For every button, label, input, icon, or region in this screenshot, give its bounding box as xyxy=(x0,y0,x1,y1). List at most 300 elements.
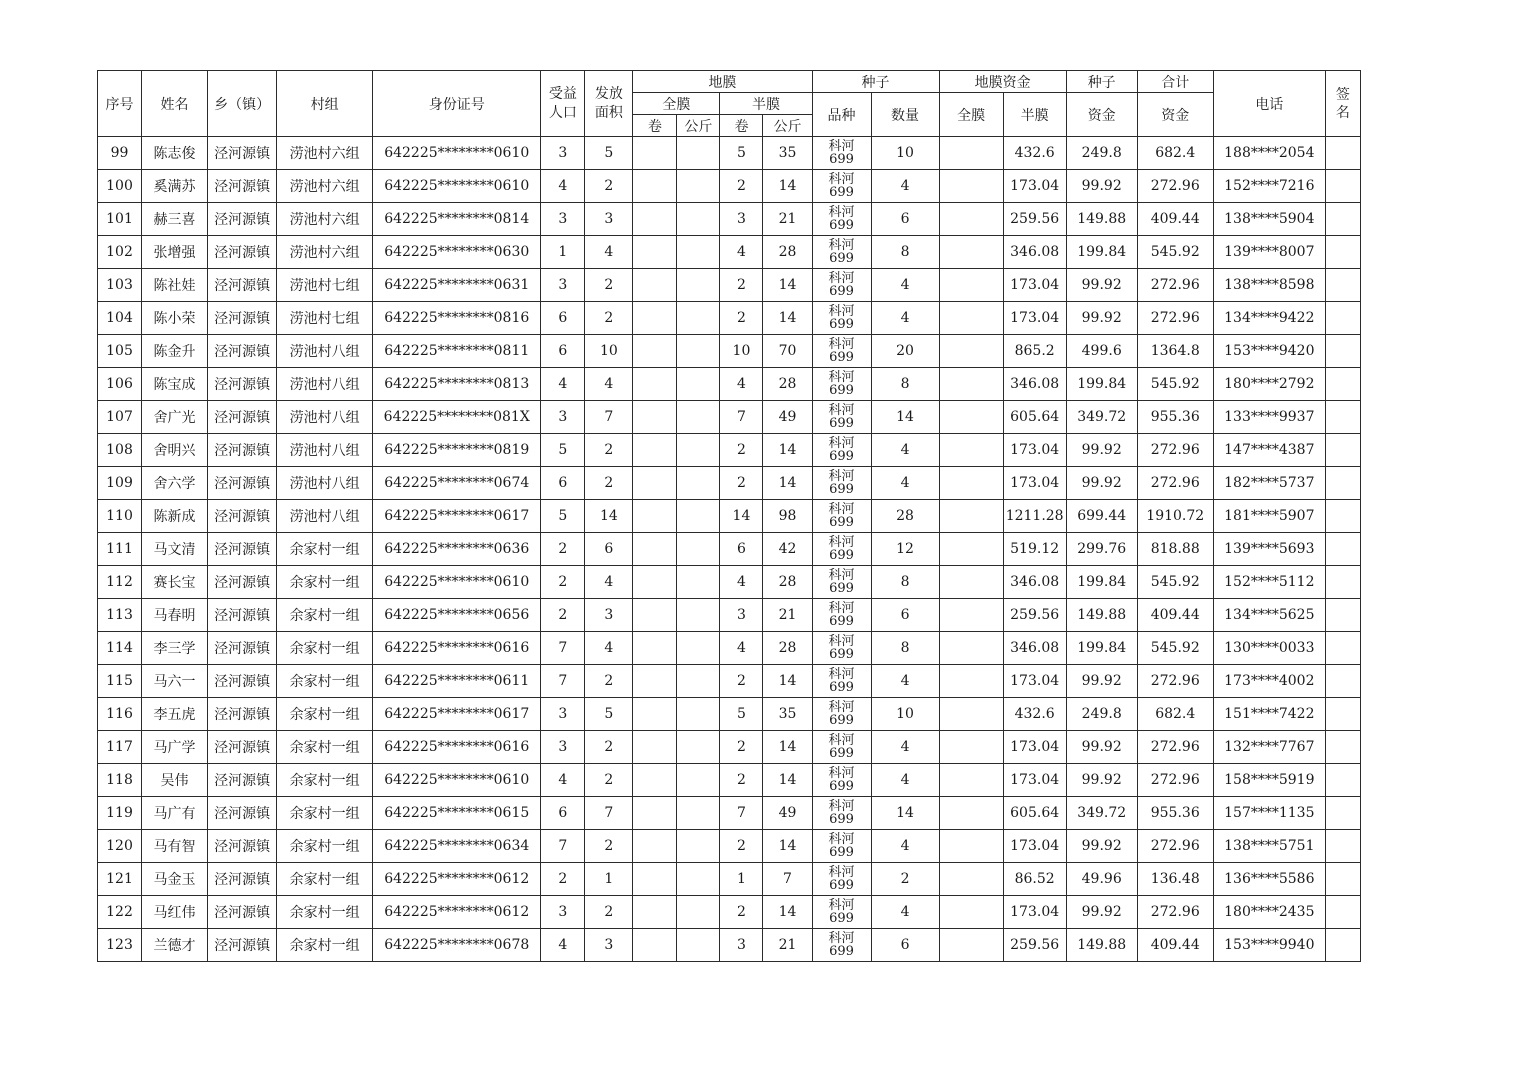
total-cell: 272.96 xyxy=(1137,731,1213,764)
table-row xyxy=(98,599,1361,632)
quantity-cell: 8 xyxy=(871,368,939,401)
distribution-ledger-table xyxy=(97,70,1361,962)
half-roll-cell: 4 xyxy=(720,632,763,665)
variety-line: 699 xyxy=(829,713,854,728)
quantity-cell: 4 xyxy=(871,764,939,797)
header-seed: 种子 xyxy=(812,71,939,93)
beneficiaries-cell: 4 xyxy=(541,170,585,203)
header-sign: 签 名 xyxy=(1325,71,1360,137)
village-cell: 余家村一组 xyxy=(277,830,373,863)
variety-line: 699 xyxy=(829,284,854,299)
area-cell: 1 xyxy=(585,863,633,896)
full-kg-cell xyxy=(677,731,720,764)
full-fund-cell xyxy=(939,335,1003,368)
beneficiaries-cell: 6 xyxy=(541,467,585,500)
beneficiaries-cell: 4 xyxy=(541,929,585,962)
id-cell: 642225********0617 xyxy=(373,698,541,731)
full-kg-cell xyxy=(677,203,720,236)
total-cell: 272.96 xyxy=(1137,665,1213,698)
phone-cell: 136****5586 xyxy=(1213,863,1325,896)
header-seq: 序号 xyxy=(98,71,142,137)
township-cell: 泾河源镇 xyxy=(208,830,277,863)
seed-fund-cell: 349.72 xyxy=(1066,401,1137,434)
variety-line: 699 xyxy=(829,482,854,497)
signature-cell xyxy=(1325,434,1360,467)
half-fund-cell: 605.64 xyxy=(1003,401,1066,434)
village-cell: 涝池村六组 xyxy=(277,236,373,269)
full-kg-cell xyxy=(677,797,720,830)
half-kg-cell: 7 xyxy=(763,863,812,896)
total-cell: 409.44 xyxy=(1137,203,1213,236)
full-fund-cell xyxy=(939,863,1003,896)
variety-line: 699 xyxy=(829,614,854,629)
table-row xyxy=(98,236,1361,269)
variety-cell xyxy=(812,368,871,401)
variety-line: 科河 xyxy=(828,700,855,715)
township-cell: 泾河源镇 xyxy=(208,302,277,335)
variety-cell xyxy=(812,929,871,962)
full-fund-cell xyxy=(939,665,1003,698)
name-cell: 奚满苏 xyxy=(142,170,208,203)
half-roll-cell: 3 xyxy=(720,203,763,236)
half-roll-cell: 6 xyxy=(720,533,763,566)
full-fund-cell xyxy=(939,368,1003,401)
full-roll-cell xyxy=(633,203,677,236)
variety-line: 699 xyxy=(829,647,854,662)
quantity-cell: 20 xyxy=(871,335,939,368)
header-township: 乡（镇） xyxy=(208,71,277,137)
half-roll-cell: 3 xyxy=(720,599,763,632)
township-cell: 泾河源镇 xyxy=(208,236,277,269)
half-kg-cell: 14 xyxy=(763,170,812,203)
variety-line: 699 xyxy=(829,350,854,365)
half-kg-cell: 35 xyxy=(763,698,812,731)
full-fund-cell xyxy=(939,533,1003,566)
half-roll-cell: 2 xyxy=(720,731,763,764)
full-fund-cell xyxy=(939,830,1003,863)
village-cell: 涝池村八组 xyxy=(277,335,373,368)
half-kg-cell: 14 xyxy=(763,302,812,335)
area-cell: 2 xyxy=(585,302,633,335)
area-cell: 7 xyxy=(585,401,633,434)
area-cell: 2 xyxy=(585,434,633,467)
signature-cell xyxy=(1325,797,1360,830)
full-kg-cell xyxy=(677,401,720,434)
variety-line: 科河 xyxy=(828,865,855,880)
id-cell: 642225********0610 xyxy=(373,137,541,170)
half-roll-cell: 7 xyxy=(720,401,763,434)
full-roll-cell xyxy=(633,896,677,929)
village-cell: 涝池村八组 xyxy=(277,434,373,467)
variety-line: 科河 xyxy=(828,370,855,385)
variety-line: 699 xyxy=(829,251,854,266)
full-fund-cell xyxy=(939,467,1003,500)
variety-line: 科河 xyxy=(828,931,855,946)
full-roll-cell xyxy=(633,467,677,500)
township-cell: 泾河源镇 xyxy=(208,533,277,566)
seq-cell: 108 xyxy=(98,434,142,467)
name-cell: 舍广光 xyxy=(142,401,208,434)
quantity-cell: 8 xyxy=(871,632,939,665)
seed-fund-cell: 349.72 xyxy=(1066,797,1137,830)
variety-line: 699 xyxy=(829,185,854,200)
half-kg-cell: 49 xyxy=(763,401,812,434)
quantity-cell: 28 xyxy=(871,500,939,533)
variety-line: 科河 xyxy=(828,304,855,319)
area-cell: 3 xyxy=(585,599,633,632)
name-cell: 张增强 xyxy=(142,236,208,269)
half-kg-cell: 21 xyxy=(763,929,812,962)
variety-cell xyxy=(812,500,871,533)
table-row xyxy=(98,896,1361,929)
half-fund-cell: 432.6 xyxy=(1003,698,1066,731)
half-fund-cell: 173.04 xyxy=(1003,434,1066,467)
header-half-roll: 卷 xyxy=(720,115,763,137)
signature-cell xyxy=(1325,500,1360,533)
id-cell: 642225********0616 xyxy=(373,632,541,665)
id-cell: 642225********0656 xyxy=(373,599,541,632)
full-kg-cell xyxy=(677,368,720,401)
quantity-cell: 8 xyxy=(871,236,939,269)
name-cell: 马春明 xyxy=(142,599,208,632)
half-fund-cell: 259.56 xyxy=(1003,929,1066,962)
header-area: 发放 面积 xyxy=(585,71,633,137)
half-kg-cell: 14 xyxy=(763,665,812,698)
seed-fund-cell: 299.76 xyxy=(1066,533,1137,566)
seed-fund-cell: 199.84 xyxy=(1066,632,1137,665)
full-kg-cell xyxy=(677,698,720,731)
area-cell: 14 xyxy=(585,500,633,533)
full-roll-cell xyxy=(633,236,677,269)
full-kg-cell xyxy=(677,566,720,599)
village-cell: 涝池村六组 xyxy=(277,170,373,203)
full-fund-cell xyxy=(939,500,1003,533)
full-fund-cell xyxy=(939,929,1003,962)
half-fund-cell: 173.04 xyxy=(1003,269,1066,302)
total-cell: 272.96 xyxy=(1137,434,1213,467)
header-quantity: 数量 xyxy=(871,93,939,137)
quantity-cell: 14 xyxy=(871,401,939,434)
beneficiaries-cell: 6 xyxy=(541,797,585,830)
township-cell: 泾河源镇 xyxy=(208,170,277,203)
phone-cell: 138****8598 xyxy=(1213,269,1325,302)
variety-line: 699 xyxy=(829,218,854,233)
township-cell: 泾河源镇 xyxy=(208,335,277,368)
full-kg-cell xyxy=(677,137,720,170)
half-fund-cell: 346.08 xyxy=(1003,236,1066,269)
seed-fund-cell: 199.84 xyxy=(1066,368,1137,401)
seed-fund-cell: 49.96 xyxy=(1066,863,1137,896)
table-row xyxy=(98,137,1361,170)
id-cell: 642225********0610 xyxy=(373,170,541,203)
name-cell: 陈志俊 xyxy=(142,137,208,170)
total-cell: 545.92 xyxy=(1137,368,1213,401)
area-cell: 2 xyxy=(585,731,633,764)
id-cell: 642225********0631 xyxy=(373,269,541,302)
variety-cell xyxy=(812,335,871,368)
seq-cell: 107 xyxy=(98,401,142,434)
beneficiaries-cell: 3 xyxy=(541,731,585,764)
table-row xyxy=(98,764,1361,797)
signature-cell xyxy=(1325,335,1360,368)
seq-cell: 112 xyxy=(98,566,142,599)
half-roll-cell: 3 xyxy=(720,929,763,962)
variety-line: 699 xyxy=(829,383,854,398)
seq-cell: 109 xyxy=(98,467,142,500)
village-cell: 余家村一组 xyxy=(277,632,373,665)
name-cell: 马文清 xyxy=(142,533,208,566)
id-cell: 642225********0678 xyxy=(373,929,541,962)
half-fund-cell: 259.56 xyxy=(1003,203,1066,236)
full-kg-cell xyxy=(677,500,720,533)
village-cell: 涝池村七组 xyxy=(277,269,373,302)
signature-cell xyxy=(1325,632,1360,665)
half-kg-cell: 70 xyxy=(763,335,812,368)
village-cell: 余家村一组 xyxy=(277,929,373,962)
variety-cell xyxy=(812,566,871,599)
township-cell: 泾河源镇 xyxy=(208,137,277,170)
header-film-funds: 地膜资金 xyxy=(939,71,1066,93)
full-fund-cell xyxy=(939,764,1003,797)
name-cell: 赫三喜 xyxy=(142,203,208,236)
variety-cell xyxy=(812,632,871,665)
total-cell: 136.48 xyxy=(1137,863,1213,896)
seq-cell: 104 xyxy=(98,302,142,335)
variety-line: 科河 xyxy=(828,568,855,583)
seed-fund-cell: 499.6 xyxy=(1066,335,1137,368)
total-cell: 545.92 xyxy=(1137,632,1213,665)
half-fund-cell: 173.04 xyxy=(1003,665,1066,698)
total-cell: 545.92 xyxy=(1137,236,1213,269)
table-row xyxy=(98,665,1361,698)
header-total-bottom: 资金 xyxy=(1137,93,1213,137)
beneficiaries-cell: 1 xyxy=(541,236,585,269)
area-cell: 2 xyxy=(585,764,633,797)
full-kg-cell xyxy=(677,632,720,665)
quantity-cell: 12 xyxy=(871,533,939,566)
full-kg-cell xyxy=(677,929,720,962)
signature-cell xyxy=(1325,269,1360,302)
area-cell: 2 xyxy=(585,830,633,863)
full-roll-cell xyxy=(633,137,677,170)
half-kg-cell: 98 xyxy=(763,500,812,533)
variety-line: 科河 xyxy=(828,535,855,550)
variety-cell xyxy=(812,731,871,764)
name-cell: 马红伟 xyxy=(142,896,208,929)
seed-fund-cell: 99.92 xyxy=(1066,170,1137,203)
beneficiaries-cell: 3 xyxy=(541,137,585,170)
half-kg-cell: 28 xyxy=(763,566,812,599)
full-fund-cell xyxy=(939,896,1003,929)
beneficiaries-cell: 4 xyxy=(541,368,585,401)
seq-cell: 120 xyxy=(98,830,142,863)
variety-line: 科河 xyxy=(828,733,855,748)
table-row xyxy=(98,269,1361,302)
seq-cell: 105 xyxy=(98,335,142,368)
seq-cell: 111 xyxy=(98,533,142,566)
beneficiaries-cell: 3 xyxy=(541,203,585,236)
seq-cell: 103 xyxy=(98,269,142,302)
township-cell: 泾河源镇 xyxy=(208,269,277,302)
variety-cell xyxy=(812,467,871,500)
table-row xyxy=(98,170,1361,203)
half-fund-cell: 432.6 xyxy=(1003,137,1066,170)
header-film: 地膜 xyxy=(633,71,812,93)
variety-line: 699 xyxy=(829,845,854,860)
seed-fund-cell: 99.92 xyxy=(1066,896,1137,929)
quantity-cell: 4 xyxy=(871,896,939,929)
half-roll-cell: 7 xyxy=(720,797,763,830)
half-roll-cell: 2 xyxy=(720,764,763,797)
total-cell: 818.88 xyxy=(1137,533,1213,566)
variety-line: 699 xyxy=(829,548,854,563)
table-row xyxy=(98,203,1361,236)
area-cell: 4 xyxy=(585,566,633,599)
full-kg-cell xyxy=(677,665,720,698)
seq-cell: 99 xyxy=(98,137,142,170)
name-cell: 陈宝成 xyxy=(142,368,208,401)
beneficiaries-cell: 6 xyxy=(541,302,585,335)
variety-line: 699 xyxy=(829,911,854,926)
seq-cell: 114 xyxy=(98,632,142,665)
signature-cell xyxy=(1325,533,1360,566)
seed-fund-cell: 249.8 xyxy=(1066,698,1137,731)
beneficiaries-cell: 5 xyxy=(541,500,585,533)
seq-cell: 100 xyxy=(98,170,142,203)
township-cell: 泾河源镇 xyxy=(208,599,277,632)
variety-cell xyxy=(812,137,871,170)
id-cell: 642225********0617 xyxy=(373,500,541,533)
half-fund-cell: 605.64 xyxy=(1003,797,1066,830)
table-row xyxy=(98,335,1361,368)
header-seed-funds-bottom: 资金 xyxy=(1066,93,1137,137)
half-roll-cell: 2 xyxy=(720,830,763,863)
area-cell: 2 xyxy=(585,269,633,302)
header-full-film: 全膜 xyxy=(633,93,720,115)
full-kg-cell xyxy=(677,170,720,203)
table-row xyxy=(98,533,1361,566)
full-fund-cell xyxy=(939,434,1003,467)
full-fund-cell xyxy=(939,203,1003,236)
phone-cell: 151****7422 xyxy=(1213,698,1325,731)
half-roll-cell: 2 xyxy=(720,269,763,302)
name-cell: 陈新成 xyxy=(142,500,208,533)
phone-cell: 153****9940 xyxy=(1213,929,1325,962)
variety-line: 科河 xyxy=(828,238,855,253)
full-roll-cell xyxy=(633,302,677,335)
area-cell: 2 xyxy=(585,467,633,500)
full-roll-cell xyxy=(633,599,677,632)
total-cell: 272.96 xyxy=(1137,302,1213,335)
name-cell: 陈小荣 xyxy=(142,302,208,335)
quantity-cell: 4 xyxy=(871,434,939,467)
seq-cell: 116 xyxy=(98,698,142,731)
quantity-cell: 6 xyxy=(871,599,939,632)
total-cell: 272.96 xyxy=(1137,170,1213,203)
area-cell: 2 xyxy=(585,170,633,203)
phone-cell: 130****0033 xyxy=(1213,632,1325,665)
half-fund-cell: 865.2 xyxy=(1003,335,1066,368)
variety-line: 科河 xyxy=(828,172,855,187)
name-cell: 兰德才 xyxy=(142,929,208,962)
full-roll-cell xyxy=(633,434,677,467)
quantity-cell: 6 xyxy=(871,929,939,962)
half-fund-cell: 259.56 xyxy=(1003,599,1066,632)
name-cell: 马金玉 xyxy=(142,863,208,896)
half-roll-cell: 2 xyxy=(720,896,763,929)
total-cell: 272.96 xyxy=(1137,896,1213,929)
full-roll-cell xyxy=(633,566,677,599)
total-cell: 1910.72 xyxy=(1137,500,1213,533)
township-cell: 泾河源镇 xyxy=(208,500,277,533)
full-roll-cell xyxy=(633,401,677,434)
village-cell: 余家村一组 xyxy=(277,896,373,929)
village-cell: 余家村一组 xyxy=(277,533,373,566)
beneficiaries-cell: 3 xyxy=(541,401,585,434)
phone-cell: 134****9422 xyxy=(1213,302,1325,335)
seed-fund-cell: 149.88 xyxy=(1066,599,1137,632)
township-cell: 泾河源镇 xyxy=(208,401,277,434)
full-roll-cell xyxy=(633,269,677,302)
village-cell: 余家村一组 xyxy=(277,698,373,731)
table-row xyxy=(98,731,1361,764)
table-row xyxy=(98,434,1361,467)
area-cell: 4 xyxy=(585,368,633,401)
area-cell: 2 xyxy=(585,665,633,698)
table-row xyxy=(98,302,1361,335)
header-full-fund: 全膜 xyxy=(939,93,1003,137)
half-roll-cell: 10 xyxy=(720,335,763,368)
village-cell: 涝池村八组 xyxy=(277,467,373,500)
half-roll-cell: 4 xyxy=(720,368,763,401)
full-fund-cell xyxy=(939,632,1003,665)
seed-fund-cell: 99.92 xyxy=(1066,302,1137,335)
header-half-film: 半膜 xyxy=(720,93,812,115)
half-fund-cell: 173.04 xyxy=(1003,830,1066,863)
half-kg-cell: 21 xyxy=(763,203,812,236)
name-cell: 赛长宝 xyxy=(142,566,208,599)
beneficiaries-cell: 7 xyxy=(541,665,585,698)
township-cell: 泾河源镇 xyxy=(208,863,277,896)
half-fund-cell: 519.12 xyxy=(1003,533,1066,566)
seed-fund-cell: 249.8 xyxy=(1066,137,1137,170)
phone-cell: 139****5693 xyxy=(1213,533,1325,566)
full-roll-cell xyxy=(633,698,677,731)
seed-fund-cell: 99.92 xyxy=(1066,764,1137,797)
village-cell: 涝池村八组 xyxy=(277,401,373,434)
full-kg-cell xyxy=(677,236,720,269)
name-cell: 陈社娃 xyxy=(142,269,208,302)
full-roll-cell xyxy=(633,797,677,830)
full-kg-cell xyxy=(677,434,720,467)
variety-line: 699 xyxy=(829,680,854,695)
id-cell: 642225********0634 xyxy=(373,830,541,863)
header-name: 姓名 xyxy=(142,71,208,137)
half-roll-cell: 2 xyxy=(720,302,763,335)
total-cell: 272.96 xyxy=(1137,830,1213,863)
total-cell: 955.36 xyxy=(1137,797,1213,830)
id-cell: 642225********0610 xyxy=(373,566,541,599)
full-kg-cell xyxy=(677,467,720,500)
area-cell: 5 xyxy=(585,137,633,170)
seq-cell: 115 xyxy=(98,665,142,698)
signature-cell xyxy=(1325,599,1360,632)
village-cell: 余家村一组 xyxy=(277,731,373,764)
total-cell: 272.96 xyxy=(1137,269,1213,302)
signature-cell xyxy=(1325,137,1360,170)
variety-line: 699 xyxy=(829,812,854,827)
variety-cell xyxy=(812,302,871,335)
